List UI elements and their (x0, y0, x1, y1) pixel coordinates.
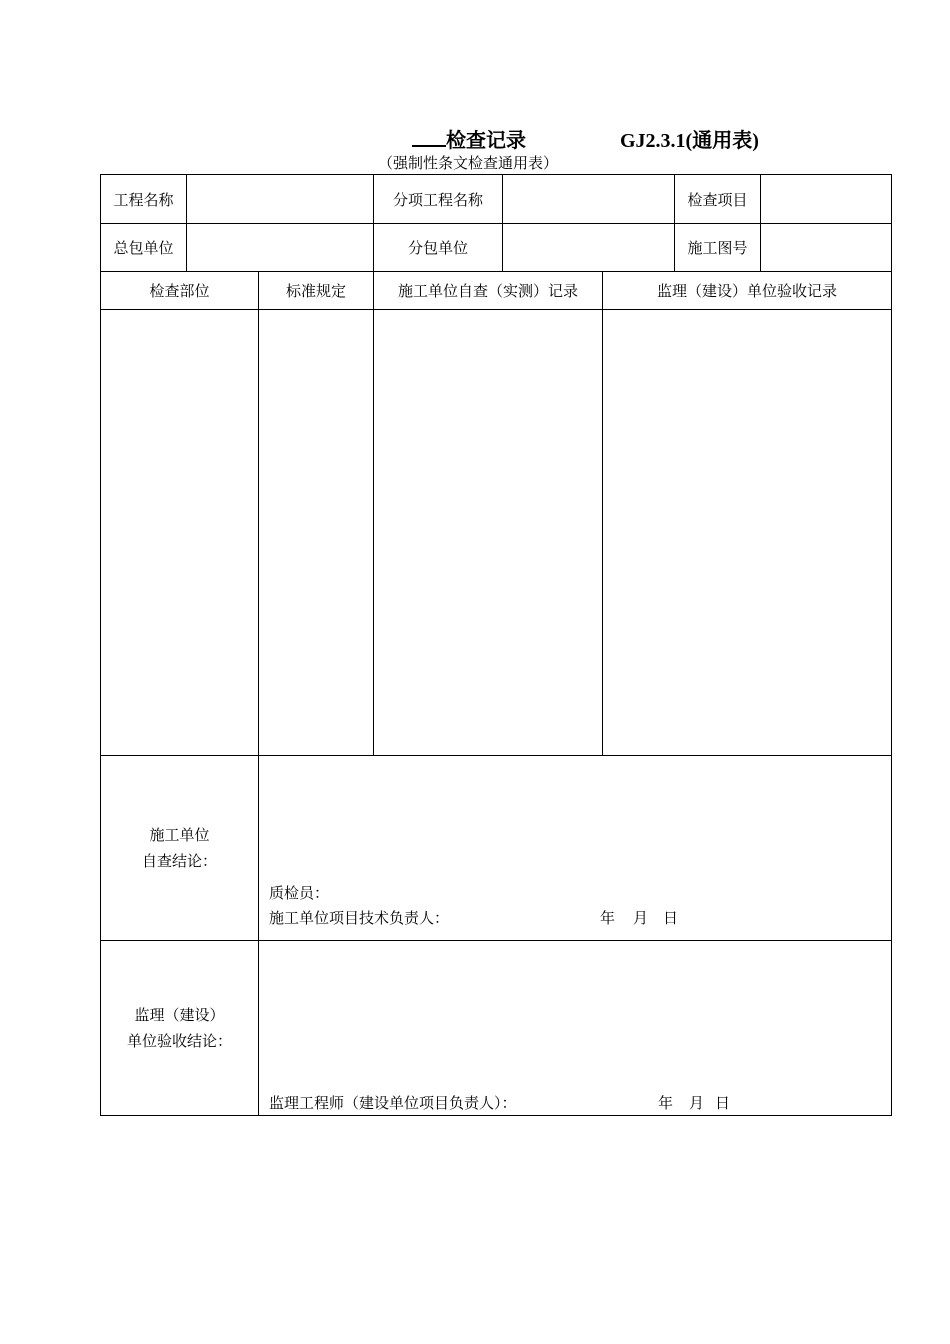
supervision-conclusion-body[interactable] (259, 941, 892, 1116)
supervision-day: 日 (715, 1094, 731, 1112)
supervision-month: 月 (689, 1094, 705, 1112)
supervision-label-line2: 单位验收结论： (126, 1032, 232, 1050)
construction-label-line1: 施工单位 (149, 826, 210, 844)
subtitle: （强制性条文检查通用表） (378, 154, 559, 172)
col-self-check: 施工单位自查（实测）记录 (374, 272, 603, 310)
construction-day: 日 (663, 909, 679, 927)
records-row (101, 310, 892, 756)
inspection-form (100, 174, 892, 1116)
construction-label-line2: 自查结论： (141, 852, 217, 870)
col-standard: 标准规定 (259, 272, 374, 310)
check-item-field[interactable] (761, 175, 892, 224)
inspector-label: 质检员： (269, 884, 330, 902)
title-code: GJ2.3.1(通用表) (620, 130, 759, 152)
check-item-label: 检查项目 (675, 175, 761, 224)
general-contractor-label: 总包单位 (101, 224, 187, 272)
title-main (412, 124, 526, 153)
supervision-label-line1: 监理（建设） (134, 1006, 225, 1024)
construction-conclusion-row (101, 756, 892, 941)
construction-month: 月 (633, 909, 649, 927)
construction-conclusion-body[interactable] (259, 756, 892, 941)
construction-year: 年 (600, 909, 616, 927)
engineer-label: 监理工程师（建设单位项目负责人）： (269, 1094, 517, 1112)
check-location-cell[interactable] (101, 310, 259, 756)
subcontractor-field[interactable] (503, 224, 675, 272)
project-name-field[interactable] (187, 175, 374, 224)
self-check-cell[interactable] (374, 310, 603, 756)
document-title (0, 122, 950, 152)
subcontractor-label: 分包单位 (374, 224, 503, 272)
supervision-conclusion-label (101, 941, 259, 1116)
supervision-cell[interactable] (603, 310, 892, 756)
sub-project-field[interactable] (503, 175, 675, 224)
standard-cell[interactable] (259, 310, 374, 756)
col-supervision: 监理（建设）单位验收记录 (603, 272, 892, 310)
header-row-1 (101, 175, 892, 224)
supervision-year: 年 (658, 1094, 674, 1112)
tech-lead-label: 施工单位项目技术负责人： (269, 909, 450, 927)
title-text: 检查记录 (446, 130, 526, 152)
drawing-no-field[interactable] (761, 224, 892, 272)
title-blank (412, 127, 446, 147)
general-contractor-field[interactable] (187, 224, 374, 272)
col-check-location: 检查部位 (101, 272, 259, 310)
sub-project-label: 分项工程名称 (374, 175, 503, 224)
supervision-conclusion-row (101, 941, 892, 1116)
construction-conclusion-label (101, 756, 259, 941)
project-name-label: 工程名称 (101, 175, 187, 224)
header-row-2 (101, 224, 892, 272)
drawing-no-label: 施工图号 (675, 224, 761, 272)
column-header-row (101, 272, 892, 310)
